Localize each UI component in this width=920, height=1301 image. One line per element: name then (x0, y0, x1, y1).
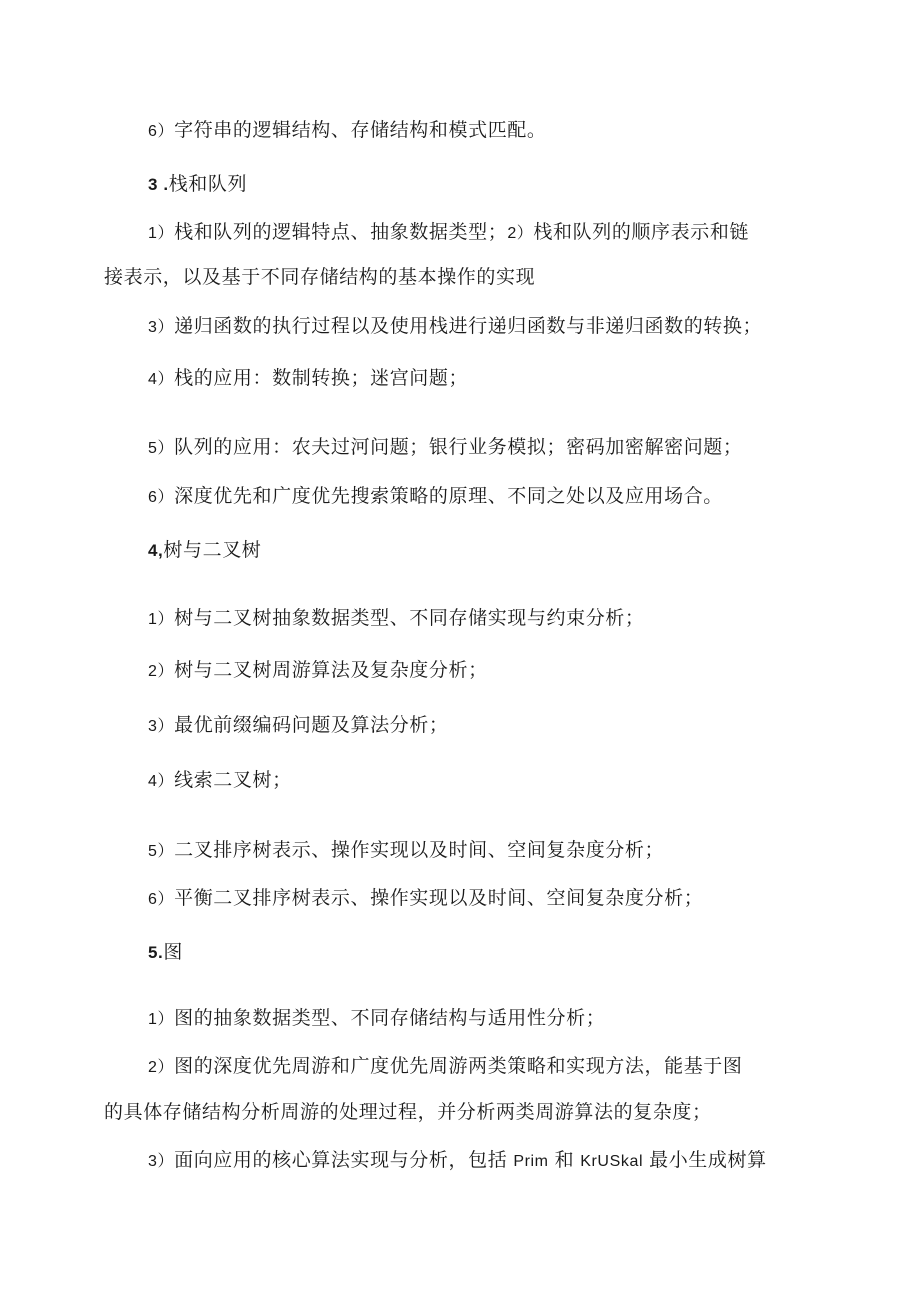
item-graph-2-continuation (104, 1099, 712, 1125)
item-number: 2） (148, 663, 175, 680)
item-text: 面向应用的核心算法实现与分析，包括 (174, 1149, 508, 1171)
section-heading-stack-queue (148, 171, 247, 198)
algorithm-name-prim: Prim (513, 1153, 549, 1170)
item-text: 字符串的逻辑结构、存储结构和模式匹配。 (174, 119, 547, 141)
item-text-2: 和 (554, 1149, 575, 1171)
item-number: 5） (148, 843, 175, 860)
item-number: 6） (148, 123, 175, 140)
item-stack-5 (148, 434, 743, 462)
item-number: 4） (148, 773, 175, 790)
item-text: 线索二叉树； (174, 769, 292, 791)
item-text: 深度优先和广度优先搜索策略的原理、不同之处以及应用场合。 (174, 485, 723, 507)
item-text: 树与二叉树周游算法及复杂度分析； (174, 659, 488, 681)
algorithm-name-kruskal: KrUSkal (580, 1153, 644, 1170)
item-tree-6 (148, 885, 703, 913)
item-number: 1） (148, 225, 175, 242)
item-number: 6） (148, 891, 175, 908)
item-strings-6 (148, 117, 547, 145)
section-number: 5. (148, 943, 164, 962)
item-text: 队列的应用：农夫过河问题；银行业务模拟；密码加密解密问题； (174, 436, 743, 458)
item-text: 图的抽象数据类型、不同存储结构与适用性分析； (174, 1007, 606, 1029)
item-number: 2） (148, 1059, 175, 1076)
item-tree-3 (148, 712, 449, 740)
section-number: 3 . (148, 175, 169, 194)
item-tree-1 (148, 605, 645, 633)
item-tree-2 (148, 657, 488, 685)
item-text-3: 最小生成树算 (649, 1149, 767, 1171)
item-number: 3） (148, 718, 175, 735)
item-tree-4 (148, 767, 292, 795)
item-stack-6 (148, 483, 723, 511)
item-text: 栈和队列的逻辑特点、抽象数据类型； (174, 221, 508, 243)
section-heading-tree (148, 537, 261, 564)
item-number: 1） (148, 611, 175, 628)
item-stack-3 (148, 313, 762, 341)
section-title: 树与二叉树 (163, 539, 262, 561)
item-graph-2 (148, 1053, 743, 1081)
item-text: 二叉排序树表示、操作实现以及时间、空间复杂度分析； (174, 839, 665, 861)
item-text: 最优前缀编码问题及算法分析； (174, 714, 449, 736)
item-number: 1） (148, 1011, 175, 1028)
section-number: 4, (148, 541, 164, 560)
item-graph-1 (148, 1005, 605, 1033)
item-stack-1-2 (148, 219, 749, 247)
item-text: 的具体存储结构分析周游的处理过程，并分析两类周游算法的复杂度； (104, 1101, 712, 1123)
item-text: 图的深度优先周游和广度优先周游两类策略和实现方法，能基于图 (174, 1055, 743, 1077)
item-number: 6） (148, 489, 175, 506)
item-number: 3） (148, 319, 175, 336)
item-text: 递归函数的执行过程以及使用栈进行递归函数与非递归函数的转换； (174, 315, 763, 337)
section-title: 图 (163, 941, 183, 963)
item-text: 平衡二叉排序树表示、操作实现以及时间、空间复杂度分析； (174, 887, 704, 909)
item-number-2: 2） (507, 225, 534, 242)
item-text-2: 栈和队列的顺序表示和链 (533, 221, 750, 243)
item-tree-5 (148, 837, 664, 865)
item-number: 3） (148, 1153, 175, 1170)
item-number: 4） (148, 371, 175, 388)
item-text: 栈的应用：数制转换；迷宫问题； (174, 367, 469, 389)
item-stack-continuation (104, 264, 535, 290)
item-graph-3 (148, 1147, 767, 1175)
item-text: 树与二叉树抽象数据类型、不同存储实现与约束分析； (174, 607, 645, 629)
item-text: 接表示，以及基于不同存储结构的基本操作的实现 (104, 266, 536, 288)
section-heading-graph (148, 939, 183, 966)
item-stack-4 (148, 365, 468, 393)
section-title: 栈和队列 (168, 173, 248, 195)
item-number: 5） (148, 440, 175, 457)
